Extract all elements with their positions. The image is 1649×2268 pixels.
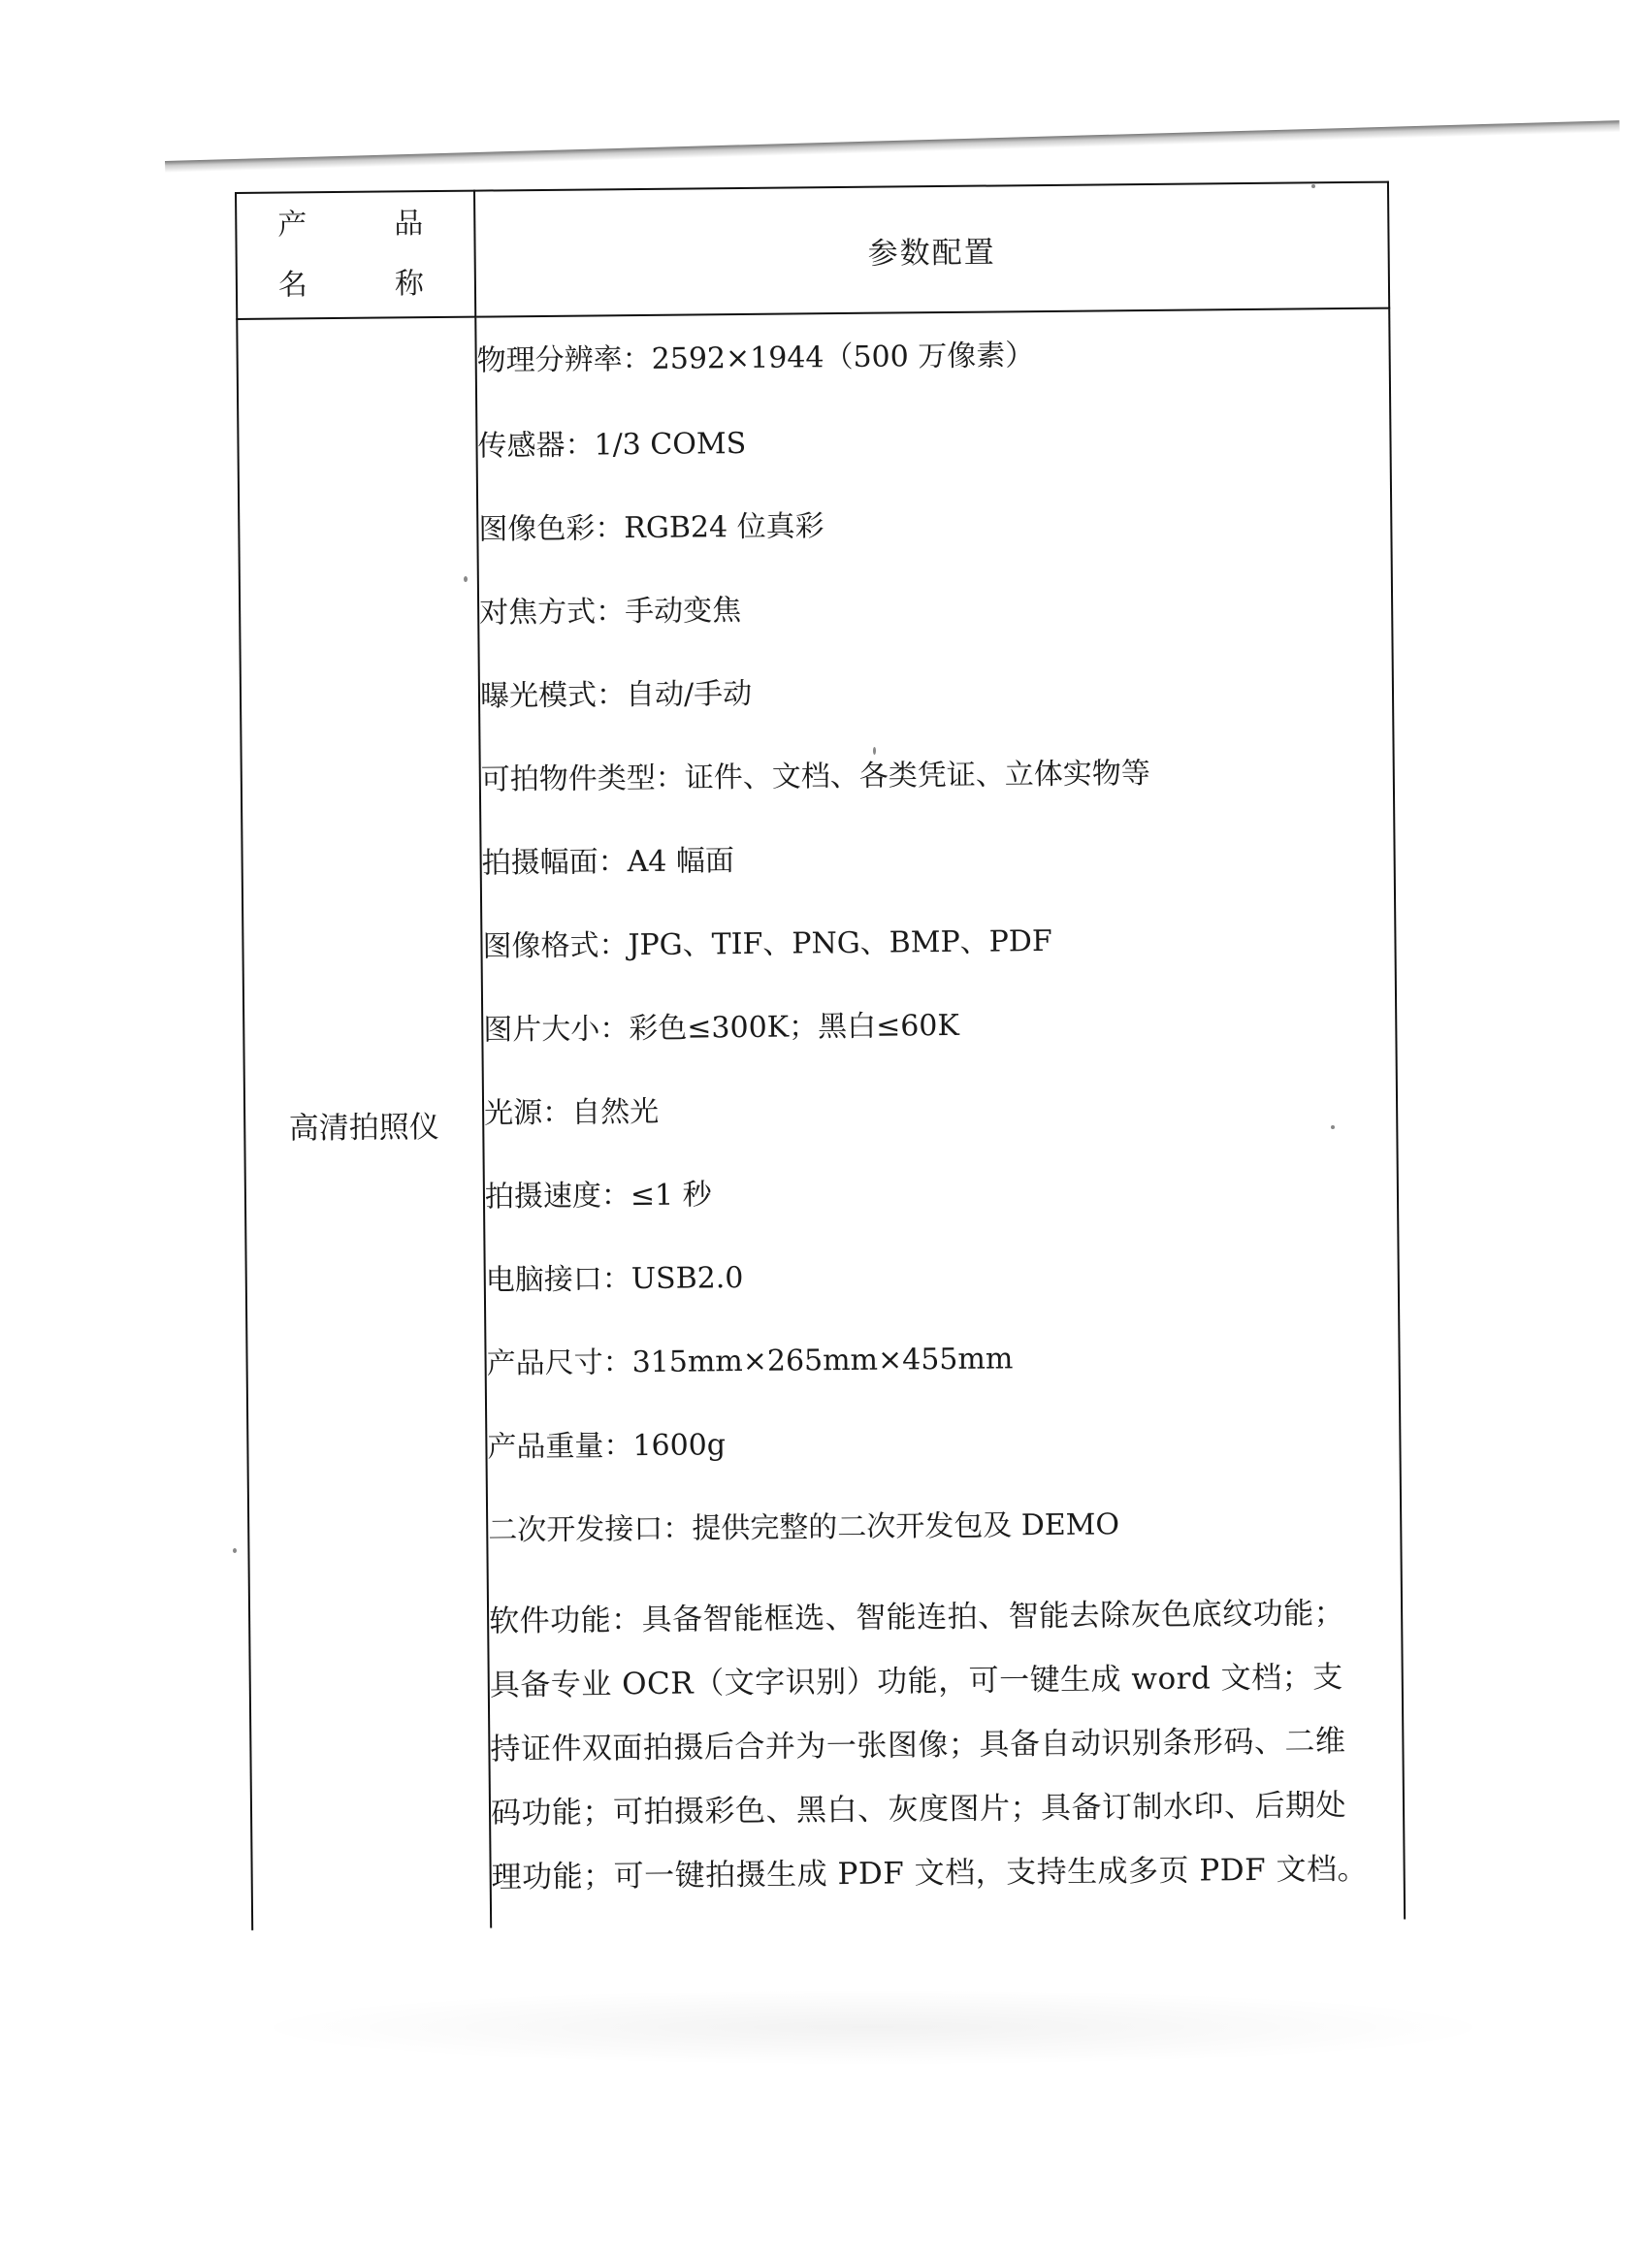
header-product-name-line2: 名 称: [277, 266, 454, 303]
software-features: 软件功能：具备智能框选、智能连拍、智能去除灰色底纹功能；具备专业 OCR（文字识别）功能，可一键生成 word 文档；支持证件双面拍摄后合并为一张图像；具备自动识别条形码、二维码功能；可拍摄彩色、黑白、灰度图片；具备订制水印、后期处理功能；可一键拍摄生成 PDF 文档，支持生成多页 PDF 文档。: [488, 1596, 1369, 1895]
spec-table: [235, 181, 1406, 1930]
header-product-name-line1: 产 品: [277, 206, 453, 243]
spec-item: 物理分辨率：2592×1944（500 万像素）: [476, 339, 1035, 378]
scan-speck: [464, 576, 468, 582]
table-row: [237, 308, 1405, 1930]
table-header-row: [236, 182, 1389, 319]
spec-item: 产品重量：1600g: [487, 1428, 727, 1465]
document-page: [235, 181, 1404, 1958]
spec-item: 二次开发接口：提供完整的二次开发包及 DEMO: [488, 1507, 1120, 1548]
spec-list: [476, 328, 1400, 1590]
spec-item: 可拍物件类型：证件、文档、各类凭证、立体实物等: [480, 756, 1150, 797]
spec-item: 拍摄幅面：A4 幅面: [481, 844, 735, 881]
spec-item: 产品尺寸：315mm×265mm×455mm: [486, 1342, 1014, 1381]
spec-item: 传感器：1/3 COMS: [477, 426, 747, 464]
spec-item: 图像格式：JPG、TIF、PNG、BMP、PDF: [482, 923, 1052, 964]
spec-item: 光源：自然光: [483, 1094, 660, 1131]
spec-item: 曝光模式：自动/手动: [479, 676, 753, 714]
spec-item: 电脑接口：USB2.0: [485, 1261, 744, 1298]
header-product-name: [236, 191, 475, 319]
scan-speck: [233, 1548, 237, 1553]
scan-speck: [1331, 1125, 1335, 1129]
parameters-cell: [475, 308, 1405, 1928]
spec-item: 对焦方式：手动变焦: [479, 594, 742, 631]
scan-edge-shadow: [165, 120, 1620, 173]
scan-speck: [1311, 184, 1315, 188]
product-name-cell: 高清拍照仪: [237, 317, 491, 1930]
scan-shadow: [242, 1989, 1504, 2066]
spec-item: 图片大小：彩色≤300K；黑白≤60K: [483, 1008, 959, 1048]
header-parameters: 参数配置: [474, 182, 1389, 317]
spec-item: 图像色彩：RGB24 位真彩: [478, 509, 824, 547]
spec-item: 拍摄速度：≤1 秒: [484, 1178, 712, 1215]
scan-speck: [873, 747, 876, 755]
